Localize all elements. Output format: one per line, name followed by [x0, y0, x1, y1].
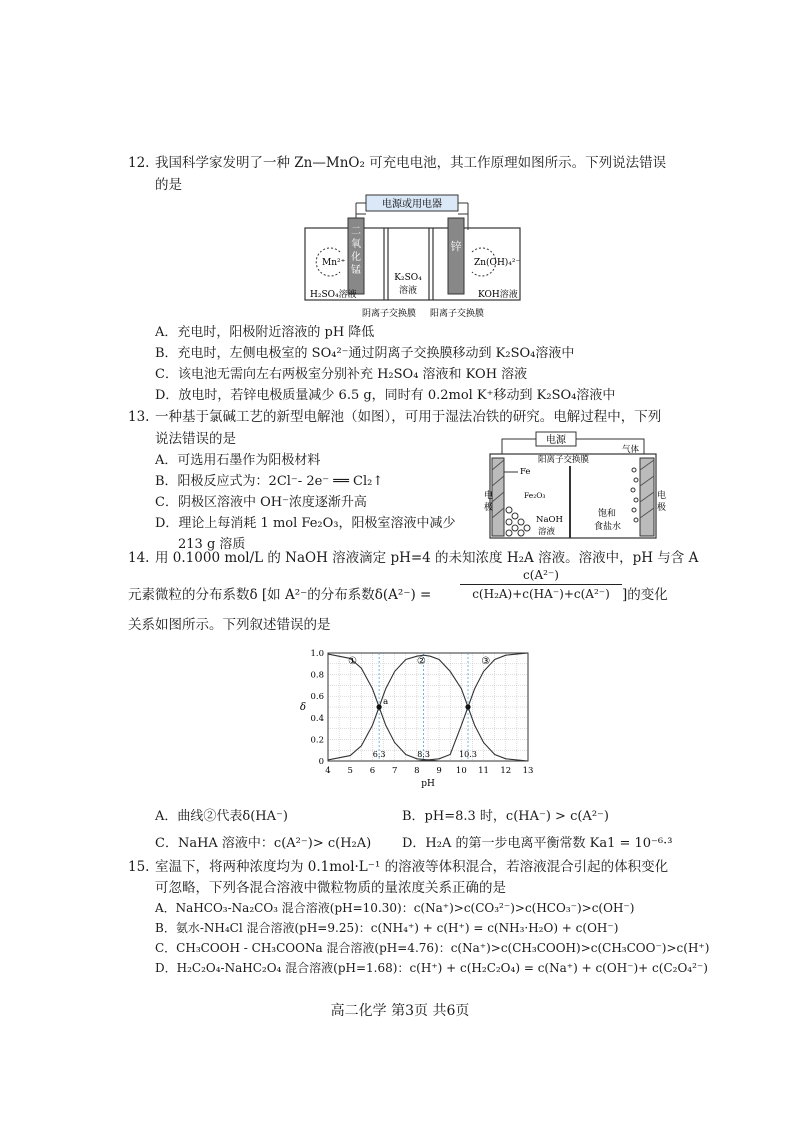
q13-number: 13.: [128, 409, 150, 425]
q14-option-d: D．H₂A 的第一步电离平衡常数 Ka1 = 10⁻⁶·³: [402, 836, 673, 851]
svg-text:NaOH: NaOH: [536, 515, 563, 525]
reference-value-label: 8.3: [417, 750, 430, 759]
q14-stem-line1: 用 0.1000 mol/L 的 NaOH 溶液滴定 pH=4 的未知浓度 H₂A 溶液。溶液中，pH 与含 A: [155, 550, 699, 566]
q12-stem-line2: 的是: [155, 177, 182, 193]
q13-option-c: C．阴极区溶液中 OH⁻浓度逐渐升高: [155, 495, 367, 510]
q14-option-b: B．pH=8.3 时，c(HA⁻) > c(A²⁻): [402, 809, 609, 824]
q15-stem-line2: 可忽略，下列各混合溶液中微粒物质的量浓度关系正确的是: [155, 880, 506, 896]
q12-battery-figure: [300, 192, 525, 322]
q13-option-d-cont: 213 g 溶质: [178, 537, 246, 552]
svg-text:电: 电: [484, 491, 494, 501]
point-marker: [465, 704, 470, 709]
q13-option-d: D．理论上每消耗 1 mol Fe₂O₃，阳极室溶液中减少: [155, 516, 456, 531]
q12-zn-label: 锌: [450, 240, 462, 253]
point-label: a: [383, 697, 389, 707]
x-tick-label: 13: [522, 766, 534, 776]
svg-text:饱和: 饱和: [598, 509, 617, 519]
svg-text:化: 化: [351, 252, 361, 263]
q12-option-d: D．放电时，若锌电极质量减少 6.5 g，同时有 0.2mol K⁺移动到 K₂SO₄溶液中: [155, 388, 616, 403]
q14-fraction-numerator: c(A²⁻): [523, 568, 559, 582]
svg-text:溶液: 溶液: [398, 286, 418, 296]
q14-number: 14.: [128, 550, 150, 566]
q12-option-a: A．充电时，阳极附近溶液的 pH 降低: [155, 325, 375, 340]
svg-text:阳离子交换膜: 阳离子交换膜: [538, 455, 590, 465]
q15-stem-line1: 室温下，将两种浓度均为 0.1mol·L⁻¹ 的溶液等体积混合，若溶液混合引起的体积变化: [155, 859, 669, 875]
series-label: ②: [416, 656, 426, 667]
q15-option-c: C．CH₃COOH - CH₃COONa 混合溶液(pH=4.76)：c(Na⁺)>c(CH₃COOH)>c(CH₃COO⁻)>c(H⁺): [155, 941, 710, 955]
svg-text:极: 极: [484, 503, 494, 513]
y-axis-label: δ: [300, 702, 307, 713]
q12-number: 12.: [128, 155, 150, 171]
reference-value-label: 6.3: [372, 750, 386, 759]
q14-option-c: C．NaHA 溶液中：c(A²⁻)> c(H₂A): [155, 836, 372, 851]
x-tick-label: 10: [455, 766, 467, 776]
q15-option-b: B．氨水-NH₄Cl 混合溶液(pH=9.25)：c(NH₄⁺) + c(H⁺) = c(NH₃·H₂O) + c(OH⁻): [155, 921, 619, 935]
q12-option-b: B．充电时，左侧电极室的 SO₄²⁻通过阴离子交换膜移动到 K₂SO₄溶液中: [155, 346, 575, 361]
y-tick-label: 0.4: [310, 713, 324, 724]
x-tick-label: 8: [414, 766, 420, 776]
q14-fraction-denominator: c(H₂A)+c(HA⁻)+c(A²⁻): [472, 587, 610, 601]
y-tick-label: 0.2: [310, 735, 324, 746]
svg-text:食盐水: 食盐水: [594, 522, 622, 532]
point-marker: [377, 704, 382, 709]
q12-zn-electrode: [448, 218, 464, 294]
y-tick-label: 0.8: [310, 670, 324, 681]
q12-option-c: C．该电池无需向左右两极室分别补充 H₂SO₄ 溶液和 KOH 溶液: [155, 367, 528, 382]
svg-text:氧: 氧: [351, 239, 361, 250]
q13-option-b: B．阳极反应式为：2Cl⁻- 2e⁻ ══ Cl₂↑: [155, 474, 384, 489]
q12-power-label: 电源或用电器: [382, 199, 442, 210]
x-tick-label: 12: [500, 766, 512, 776]
q15-number: 15.: [128, 859, 150, 875]
q13-option-a: A．可选用石墨作为阳极材料: [155, 453, 321, 468]
q12-stem-line1: 我国科学家发明了一种 Zn—MnO₂ 可充电电池，其工作原理如图所示。下列说法错误: [155, 155, 667, 171]
q15-option-d: D．H₂C₂O₄-NaHC₂O₄ 混合溶液(pH=1.68)：c(H⁺) + c(H₂C₂O₄) = c(Na⁺) + c(OH⁻)+ c(C₂O₄²⁻): [155, 961, 708, 975]
q14-fraction: [456, 566, 626, 603]
svg-text:气体: 气体: [622, 445, 640, 455]
reference-value-label: 10.3: [459, 750, 477, 759]
svg-text:Fe₂O₃: Fe₂O₃: [524, 491, 546, 500]
svg-text:H₂SO₄溶液: H₂SO₄溶液: [310, 290, 357, 300]
x-tick-label: 9: [436, 766, 442, 776]
x-tick-label: 4: [325, 766, 331, 776]
svg-text:锰: 锰: [351, 265, 361, 276]
q13-stem-line1: 一种基于氯碱工艺的新型电解池（如图），可用于湿法冶铁的研究。电解过程中，下列: [155, 409, 662, 425]
svg-text:二: 二: [351, 226, 361, 237]
svg-text:溶液: 溶液: [538, 527, 556, 537]
svg-text:阴离子交换膜: 阴离子交换膜: [362, 309, 417, 319]
svg-text:Fe: Fe: [520, 467, 531, 477]
q13-stem-line2: 说法错误的是: [155, 431, 236, 447]
svg-text:KOH溶液: KOH溶液: [478, 290, 518, 300]
svg-text:K₂SO₄: K₂SO₄: [394, 273, 422, 283]
y-tick-label: 0.6: [310, 692, 324, 703]
svg-text:阳离子交换膜: 阳离子交换膜: [430, 309, 485, 319]
x-axis-label: pH: [421, 779, 435, 789]
x-tick-label: 7: [391, 766, 398, 776]
q12-zinc-ion: Zn(OH)₄²⁻: [474, 258, 521, 268]
x-tick-label: 11: [478, 766, 489, 776]
y-tick-label: 0: [318, 757, 324, 767]
series-label: ①: [347, 656, 357, 667]
distribution-coefficient-chart: [292, 645, 542, 795]
page-footer: 高二化学 第3页 共6页: [330, 1003, 470, 1019]
svg-text:电: 电: [657, 491, 667, 501]
q14-stem-line2-prefix: 元素微粒的分布系数δ [如 A²⁻的分布系数δ(A²⁻) =: [128, 587, 432, 603]
svg-text:电源: 电源: [546, 435, 566, 446]
x-tick-label: 5: [347, 766, 353, 776]
q15-option-a: A．NaHCO₃-Na₂CO₃ 混合溶液(pH=10.30)：c(Na⁺)>c(CO₃²⁻)>c(HCO₃⁻)>c(OH⁻): [155, 901, 635, 915]
q14-stem-line3: 关系如图所示。下列叙述错误的是: [128, 617, 331, 633]
svg-text:极: 极: [657, 503, 667, 513]
y-tick-label: 1.0: [310, 649, 324, 659]
q12-mn-ion: Mn²⁺: [322, 258, 346, 268]
q14-option-a: A．曲线②代表δ(HA⁻): [155, 809, 288, 824]
series-label: ③: [481, 656, 491, 667]
x-tick-label: 6: [369, 766, 376, 776]
q14-stem-line2-suffix: ]的变化: [622, 587, 668, 603]
q13-electrolysis-figure: [484, 430, 667, 542]
